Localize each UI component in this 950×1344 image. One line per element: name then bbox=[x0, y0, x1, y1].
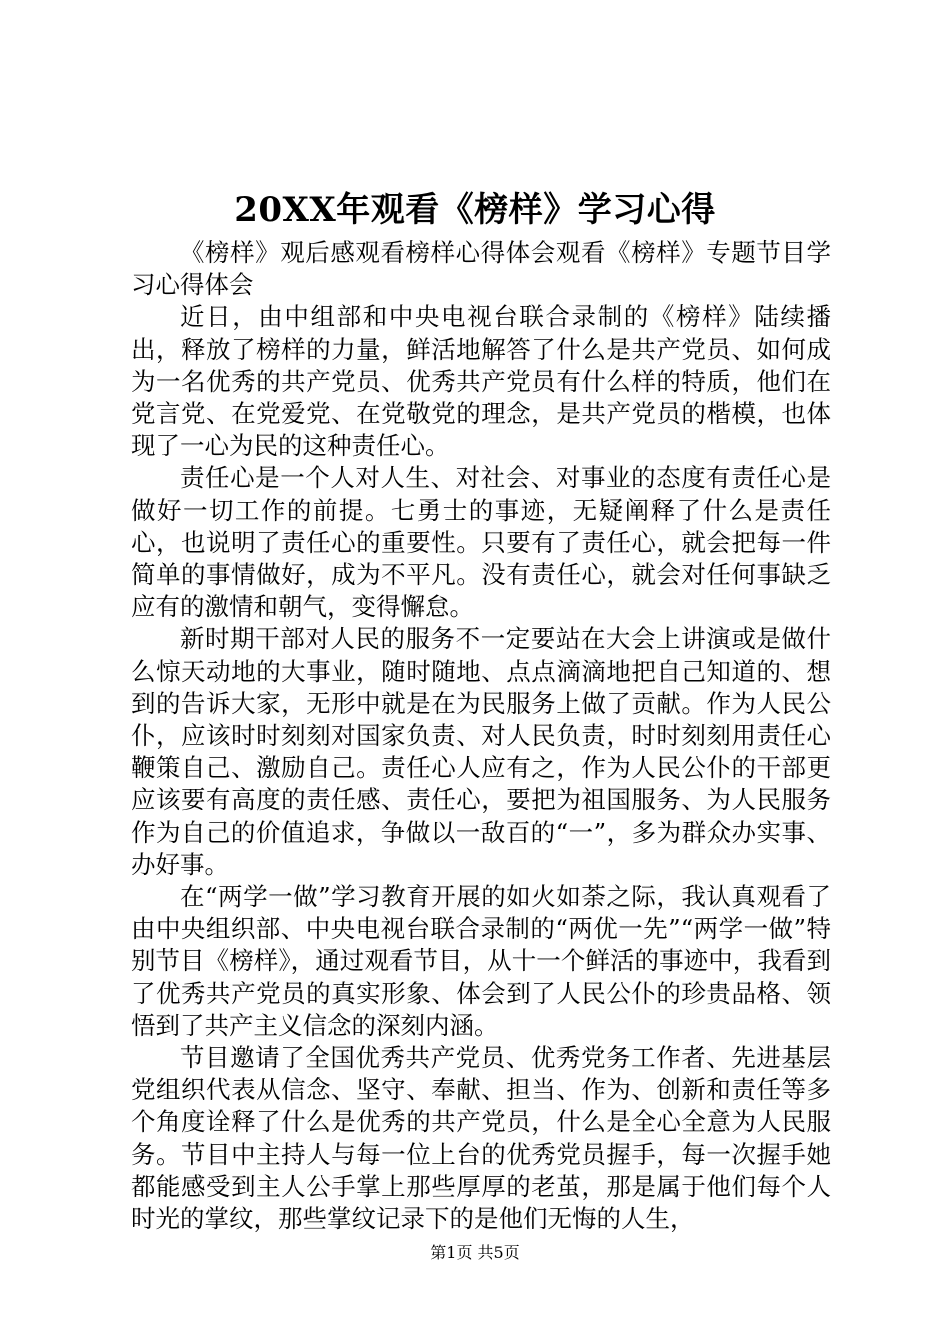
paragraph: 在“两学一做”学习教育开展的如火如荼之际，我认真观看了由中央组织部、中央电视台联合录制的“两优一先”“两学一做”特别节目《榜样》，通过观看节目，从十一个鲜活的事迹中，我看到了优秀共产党员的真实形象、体会到了人民公仆的珍贵品格、领悟到了共产主义信念的深刻内涵。 bbox=[131, 882, 831, 1040]
document-body bbox=[131, 237, 831, 1235]
paragraph: 《榜样》观后感观看榜样心得体会观看《榜样》专题节目学习心得体会 bbox=[131, 238, 831, 300]
paragraph: 近日，由中组部和中央电视台联合录制的《榜样》陆续播出，释放了榜样的力量，鲜活地解答了什么是共产党员、如何成为一名优秀的共产党员、优秀共产党员有什么样的特质，他们在党言党、在党爱党、在党敬党的理念，是共产党员的楷模，也体现了一心为民的这种责任心。 bbox=[131, 302, 831, 461]
paragraph: 责任心是一个人对人生、对社会、对事业的态度有责任心是做好一切工作的前提。七勇士的事迹，无疑阐释了什么是责任心，也说明了责任心的重要性。只要有了责任心，就会把每一件简单的事情做好，成为不平凡。没有责任心，就会对任何事缺乏应有的激情和朝气，变得懈怠。 bbox=[131, 463, 831, 622]
paragraph: 节目邀请了全国优秀共产党员、优秀党务工作者、先进基层党组织代表从信念、坚守、奉献、担当、作为、创新和责任等多个角度诠释了什么是优秀的共产党员，什么是全心全意为人民服务。节目中主持人与每一位上台的优秀党员握手，每一次握手她都能感受到主人公手掌上那些厚厚的老茧，那是属于他们每个人时光的掌纹，那些掌纹记录下的是他们无悔的人生， bbox=[131, 1043, 831, 1234]
document-title: 20XX年观看《榜样》学习心得 bbox=[234, 190, 716, 230]
paragraph: 新时期干部对人民的服务不一定要站在大会上讲演或是做什么惊天动地的大事业，随时随地、点点滴滴地把自己知道的、想到的告诉大家，无形中就是在为民服务上做了贡献。作为人民公仆，应该时时刻刻对国家负责、对人民负责，时时刻刻用责任心鞭策自己、激励自己。责任心人应有之，作为人民公仆的干部更应该要有高度的责任感、责任心，要把为祖国服务、为人民服务作为自己的价值追求，争做以一敌百的“一”，多为群众办实事、办好事。 bbox=[131, 624, 831, 879]
page-footer: 第1页 共5页 bbox=[430, 1243, 520, 1262]
